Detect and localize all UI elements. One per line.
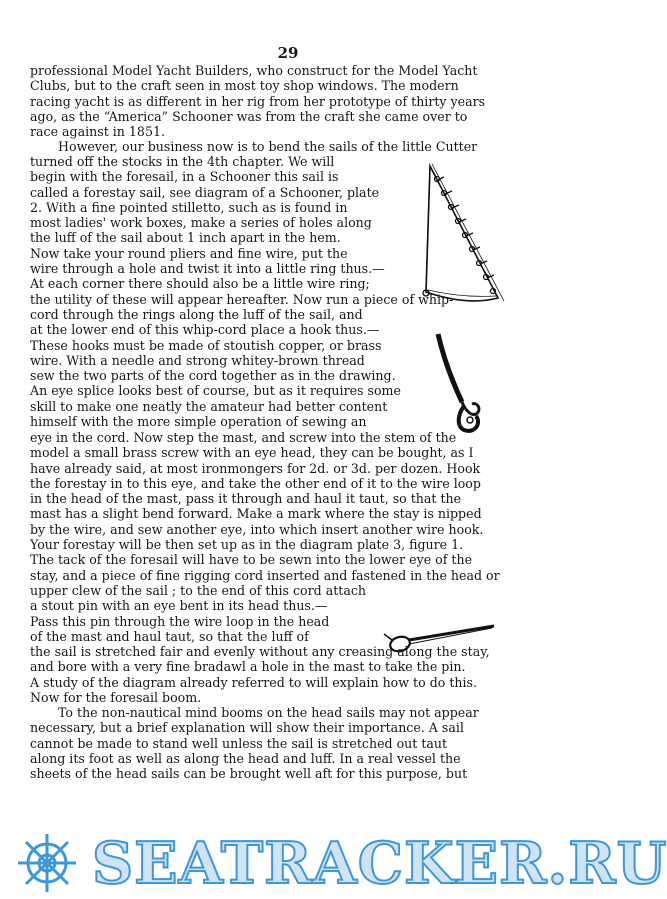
page-number: 29 [277, 44, 299, 62]
text-line: of the mast and haul taut, so that the luff of [30, 628, 309, 644]
text-line: at the lower end of this whip-cord place a hook thus.— [30, 322, 380, 338]
watermark [0, 828, 667, 899]
text-line: A study of the diagram already referred to will explain how to do this. [30, 674, 478, 690]
text-line: a stout pin with an eye bent in its head thus.— [30, 598, 328, 614]
text-line: ago, as the “America” Schooner was from the craft she came over to [30, 108, 468, 124]
text-line: the sail is stretched fair and evenly without any creasing along the stay, [30, 644, 490, 659]
text-line: upper clew of the sail ; to the end of this cord attach [30, 583, 367, 598]
watermark-text: SEATRACKER.RU [92, 830, 667, 897]
text-line: These hooks must be made of stoutish copper, or brass [30, 337, 382, 353]
paragraph-foresail [30, 139, 520, 154]
paragraph-intro [30, 63, 520, 139]
text-line: At each corner there should also be a little wire ring; [30, 276, 370, 292]
text-line: stay, and a piece of fine rigging cord inserted and fastened in the head or [30, 567, 500, 583]
text-line: in the head of the mast, pass it through and haul it taut, so that the [30, 491, 462, 507]
text-line: The tack of the foresail will have to be sewn into the lower eye of the [30, 552, 473, 568]
text-line: cord through the rings along the luff of the sail, and [30, 307, 363, 322]
text-line: sheets of the head sails can be brought well aft for this purpose, but [30, 766, 468, 782]
text-line: the utility of these will appear hereafter. Now run a piece of whip- [30, 292, 454, 307]
text-line: professional Model Yacht Builders, who construct for the Model Yacht [30, 63, 478, 78]
paragraph-booms [30, 705, 520, 781]
paragraph-hook-wrapped [30, 307, 405, 429]
text-line: sew the two parts of the cord together as in the drawing. [30, 368, 396, 384]
text-line: the forestay in to this eye, and take the other end of it to the wire loop [30, 475, 481, 491]
text-line: along its foot as well as along the head and luff. In a real vessel the [30, 750, 461, 766]
text-line: An eye splice looks best of course, but as it requires some [30, 383, 401, 399]
pin-eye-illustration [382, 620, 502, 660]
text-line: However, our business now is to bend the sails of the little Cutter [58, 139, 478, 154]
text-line: begin with the foresail, in a Schooner this sail is [30, 169, 339, 185]
text-line: skill to make one neatly the amateur had better content [30, 398, 388, 414]
text-line: Now take your round pliers and fine wire, put the [30, 245, 348, 261]
text-line: wire. With a needle and strong whitey-brown thread [30, 352, 365, 368]
text-line: by the wire, and sew another eye, into which insert another wire hook. [30, 521, 484, 537]
paragraph-foresail-wrapped [30, 154, 405, 292]
text-line: have already said, at most ironmongers for 2d. or 3d. per dozen. Hook [30, 460, 481, 476]
text-line: Pass this pin through the wire loop in the head [30, 613, 330, 629]
text-line: and bore with a very fine bradawl a hole in the mast to take the pin. [30, 659, 466, 675]
text-line: eye in the cord. Now step the mast, and screw into the stem of the [30, 430, 457, 445]
text-line: mast has a slight bend forward. Make a mark where the stay is nipped [30, 506, 482, 522]
text-line: racing yacht is as different in her rig from her prototype of thirty years [30, 93, 486, 109]
text-line: To the non-nautical mind booms on the head sails may not appear [58, 705, 479, 720]
text-line: the luff of the sail about 1 inch apart in the hem. [30, 230, 341, 246]
text-line: called a forestay sail, see diagram of a Schooner, plate [30, 184, 380, 200]
text-line: 2. With a fine pointed stilletto, such as is found in [30, 199, 348, 215]
text-line: Clubs, but to the craft seen in most toy shop windows. The modern [30, 78, 459, 94]
text-line: himself with the more simple operation of sewing an [30, 414, 367, 430]
text-line: Now for the foresail boom. [30, 689, 202, 705]
text-line: necessary, but a brief explanation will show their importance. A sail [30, 720, 464, 736]
text-line: turned off the stocks in the 4th chapter. We will [30, 154, 335, 169]
whipcord-hook-illustration [432, 330, 492, 440]
paragraph-pin-wrapped [30, 583, 405, 644]
text-line: Your forestay will be then set up as in the diagram plate 3, figure 1. [30, 537, 464, 553]
text-line: cannot be made to stand well unless the sail is stretched out taut [30, 735, 448, 751]
paragraph-forestay [30, 430, 520, 583]
text-line: wire through a hole and twist it into a little ring thus.— [30, 261, 385, 277]
text-line: most ladies' work boxes, make a series of holes along [30, 215, 372, 231]
sail-rings-illustration [412, 160, 512, 315]
text-line: race against in 1851. [30, 124, 165, 140]
text-line: model a small brass screw with an eye head, they can be bought, as I [30, 445, 474, 461]
ship-wheel-logo-icon [6, 830, 88, 896]
